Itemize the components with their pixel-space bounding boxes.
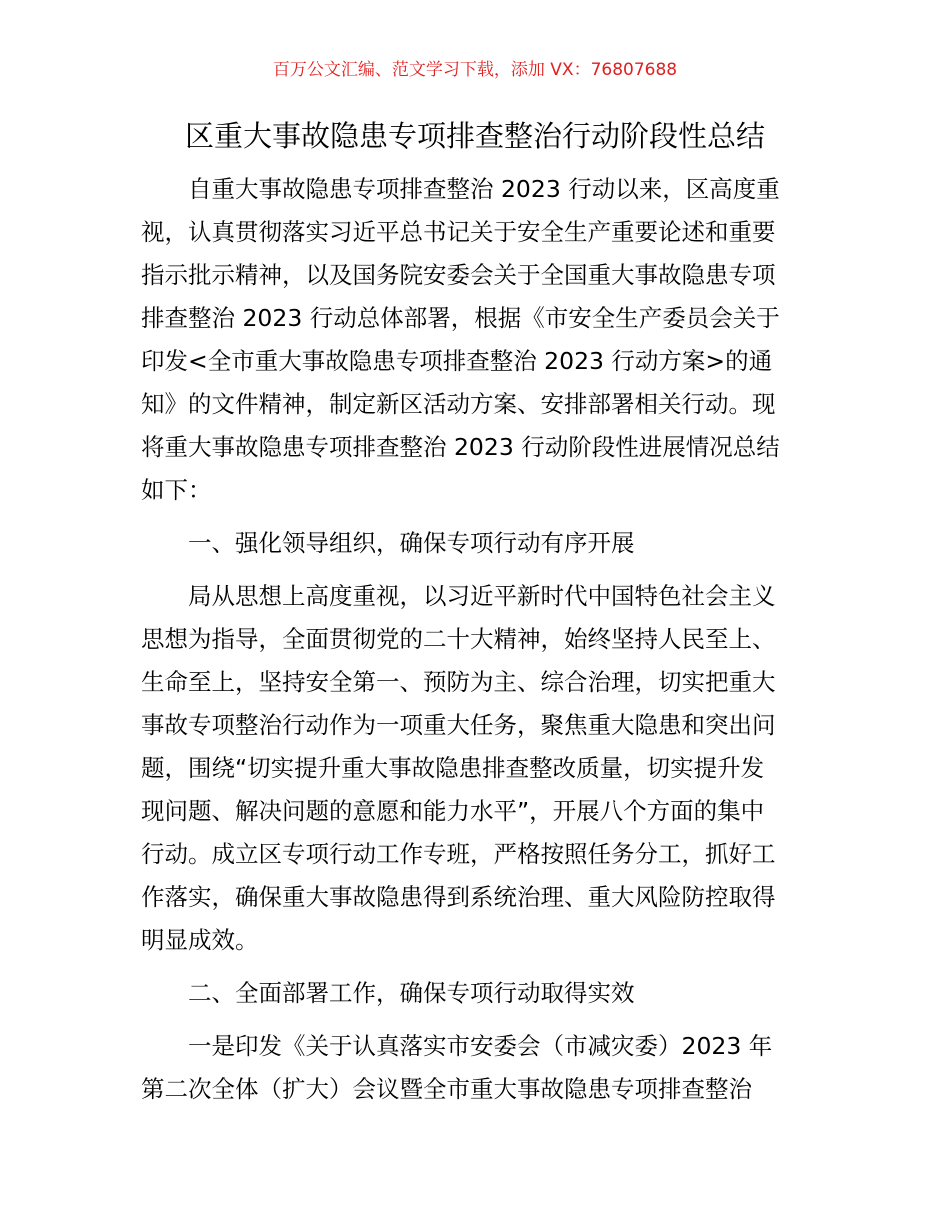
paragraph-line: 现问题、解决问题的意愿和能力水平”，开展八个方面的集中 xyxy=(141,797,765,825)
paragraph-line: 指示批示精神，以及国务院安委会关于全国重大事故隐患专项 xyxy=(141,261,776,289)
paragraph-line: 行动。成立区专项行动工作专班，严格按照任务分工，抓好工 xyxy=(141,840,776,868)
section-heading: 一、强化领导组织，确保专项行动有序开展 xyxy=(188,529,635,557)
paragraph-line: 视，认真贯彻落实习近平总书记关于安全生产重要论述和重要 xyxy=(141,218,776,246)
document-title: 区重大事故隐患专项排查整治行动阶段性总结 xyxy=(184,119,765,153)
watermark-banner: 百万公文汇编、范文学习下载，添加 VX：76807688 xyxy=(272,60,678,80)
document-body xyxy=(141,168,811,1111)
paragraph-line: 知》的文件精神，制定新区活动方案、安排部署相关行动。现 xyxy=(141,390,776,418)
paragraph-line: 明显成效。 xyxy=(141,926,259,954)
paragraph-line: 作落实，确保重大事故隐患得到系统治理、重大风险防控取得 xyxy=(141,883,776,911)
paragraph-line: 生命至上，坚持安全第一、预防为主、综合治理，切实把重大 xyxy=(141,668,776,696)
paragraph-line: 题，围绕“切实提升重大事故隐患排查整改质量，切实提升发 xyxy=(141,754,765,782)
section-heading: 二、全面部署工作，确保专项行动取得实效 xyxy=(188,979,635,1007)
paragraph-line: 局从思想上高度重视，以习近平新时代中国特色社会主义 xyxy=(188,582,776,610)
paragraph-line: 将重大事故隐患专项排查整治 2023 行动阶段性进展情况总结 xyxy=(141,433,780,461)
paragraph-line: 一是印发《关于认真落实市安委会（市减灾委）2023 年 xyxy=(188,1032,773,1060)
paragraph-line: 如下： xyxy=(141,476,212,504)
paragraph-line: 思想为指导，全面贯彻党的二十大精神，始终坚持人民至上、 xyxy=(141,625,776,653)
paragraph-line: 排查整治 2023 行动总体部署，根据《市安全生产委员会关于 xyxy=(141,304,780,332)
paragraph-line: 第二次全体（扩大）会议暨全市重大事故隐患专项排查整治 xyxy=(141,1075,752,1103)
paragraph-line: 事故专项整治行动作为一项重大任务，聚焦重大隐患和突出问 xyxy=(141,711,776,739)
paragraph-line: 印发<全市重大事故隐患专项排查整治 2023 行动方案>的通 xyxy=(141,347,773,375)
paragraph-line: 自重大事故隐患专项排查整治 2023 行动以来，区高度重 xyxy=(188,175,780,203)
